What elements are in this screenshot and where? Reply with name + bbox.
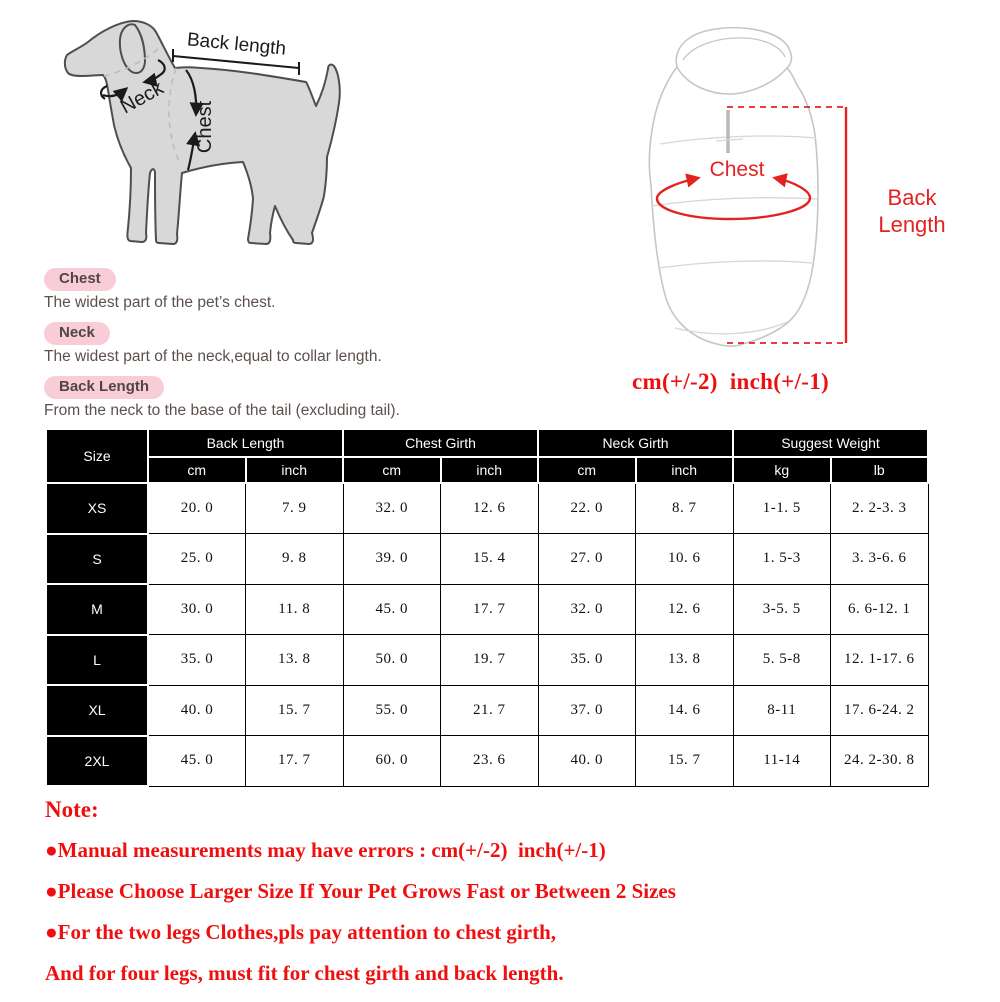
value-cell: 13. 8 (636, 635, 734, 686)
value-cell: 30. 0 (148, 584, 246, 635)
value-cell: 17. 7 (441, 584, 539, 635)
value-cell: 39. 0 (343, 534, 441, 585)
value-cell: 12. 6 (636, 584, 734, 635)
vest-body (649, 67, 818, 346)
notes-section (45, 797, 965, 1002)
value-cell: 37. 0 (538, 685, 636, 736)
dog-measurement-diagram (40, 10, 360, 260)
value-cell: 2. 2-3. 3 (831, 483, 929, 534)
note-item: ●Please Choose Larger Size If Your Pet Grows Fast or Between 2 Sizes (45, 879, 676, 903)
value-cell: 32. 0 (343, 483, 441, 534)
value-cell: 1-1. 5 (733, 483, 831, 534)
table-header-unit-row (46, 457, 928, 483)
definition-term-neck: Neck (44, 322, 110, 345)
definition-term-chest: Chest (44, 268, 116, 291)
value-cell: 5. 5-8 (733, 635, 831, 686)
unit-cell: cm (148, 457, 246, 483)
size-table-section (45, 428, 929, 787)
value-cell: 11. 8 (246, 584, 344, 635)
value-cell: 3-5. 5 (733, 584, 831, 635)
header-size: Size (46, 429, 148, 483)
header-back-length: Back Length (148, 429, 343, 457)
value-cell: 13. 8 (246, 635, 344, 686)
size-label: M (46, 584, 148, 635)
value-cell: 55. 0 (343, 685, 441, 736)
value-cell: 27. 0 (538, 534, 636, 585)
value-cell: 1. 5-3 (733, 534, 831, 585)
definition-chest (44, 268, 474, 312)
neck-arrow-curl (101, 86, 107, 99)
size-label: XS (46, 483, 148, 534)
table-row-2xl (46, 736, 928, 787)
value-cell: 12. 1-17. 6 (831, 635, 929, 686)
table-header-group-row (46, 429, 928, 457)
note-item: And for four legs, must fit for chest girth and back length. (45, 961, 564, 985)
value-cell: 21. 7 (441, 685, 539, 736)
value-cell: 15. 7 (246, 685, 344, 736)
table-row-m (46, 584, 928, 635)
value-cell: 20. 0 (148, 483, 246, 534)
unit-cell: cm (343, 457, 441, 483)
size-label: L (46, 635, 148, 686)
value-cell: 8-11 (733, 685, 831, 736)
vest-chest-label: Chest (709, 158, 765, 181)
unit-cell: kg (733, 457, 831, 483)
value-cell: 22. 0 (538, 483, 636, 534)
measurement-tolerance-text: cm(+/-2) inch(+/-1) (632, 369, 829, 394)
size-label: S (46, 534, 148, 585)
definition-desc-chest: The widest part of the pet’s chest. (44, 294, 276, 311)
value-cell: 45. 0 (343, 584, 441, 635)
definition-desc-neck: The widest part of the neck,equal to collar length. (44, 348, 382, 365)
size-label: 2XL (46, 736, 148, 787)
unit-cell: inch (246, 457, 344, 483)
note-item: ●For the two legs Clothes,pls pay attention to chest girth, (45, 920, 557, 944)
unit-cell: lb (831, 457, 929, 483)
definition-neck (44, 322, 474, 366)
vest-back-length-label: Back Length (878, 185, 946, 237)
unit-cell: inch (441, 457, 539, 483)
notes-title: Note: (45, 797, 99, 822)
value-cell: 6. 6-12. 1 (831, 584, 929, 635)
value-cell: 50. 0 (343, 635, 441, 686)
definition-back-length (44, 376, 474, 420)
value-cell: 8. 7 (636, 483, 734, 534)
value-cell: 3. 3-6. 6 (831, 534, 929, 585)
size-label: XL (46, 685, 148, 736)
value-cell: 35. 0 (148, 635, 246, 686)
value-cell: 17. 7 (246, 736, 344, 787)
value-cell: 15. 7 (636, 736, 734, 787)
dog-back-length-label: Back length (186, 29, 287, 60)
value-cell: 11-14 (733, 736, 831, 787)
value-cell: 14. 6 (636, 685, 734, 736)
value-cell: 15. 4 (441, 534, 539, 585)
value-cell: 45. 0 (148, 736, 246, 787)
table-row-xl (46, 685, 928, 736)
table-row-xs (46, 483, 928, 534)
note-item: ●Manual measurements may have errors : cm(+/-2) inch(+/-1) (45, 838, 606, 862)
header-neck-girth: Neck Girth (538, 429, 733, 457)
value-cell: 40. 0 (538, 736, 636, 787)
value-cell: 19. 7 (441, 635, 539, 686)
header-chest-girth: Chest Girth (343, 429, 538, 457)
value-cell: 23. 6 (441, 736, 539, 787)
definition-desc-back-length: From the neck to the base of the tail (excluding tail). (44, 402, 400, 419)
value-cell: 25. 0 (148, 534, 246, 585)
measurement-definitions (44, 268, 474, 430)
value-cell: 24. 2-30. 8 (831, 736, 929, 787)
value-cell: 35. 0 (538, 635, 636, 686)
value-cell: 7. 9 (246, 483, 344, 534)
dog-neck-label: Neck (116, 77, 168, 119)
size-table (45, 428, 929, 787)
table-row-s (46, 534, 928, 585)
vest-measurement-diagram (615, 10, 865, 360)
value-cell: 40. 0 (148, 685, 246, 736)
value-cell: 17. 6-24. 2 (831, 685, 929, 736)
table-row-l (46, 635, 928, 686)
value-cell: 9. 8 (246, 534, 344, 585)
value-cell: 60. 0 (343, 736, 441, 787)
definition-term-back-length: Back Length (44, 376, 164, 399)
unit-cell: cm (538, 457, 636, 483)
value-cell: 32. 0 (538, 584, 636, 635)
value-cell: 10. 6 (636, 534, 734, 585)
dog-chest-label: Chest (194, 100, 216, 154)
header-suggest-weight: Suggest Weight (733, 429, 928, 457)
value-cell: 12. 6 (441, 483, 539, 534)
unit-cell: inch (636, 457, 734, 483)
